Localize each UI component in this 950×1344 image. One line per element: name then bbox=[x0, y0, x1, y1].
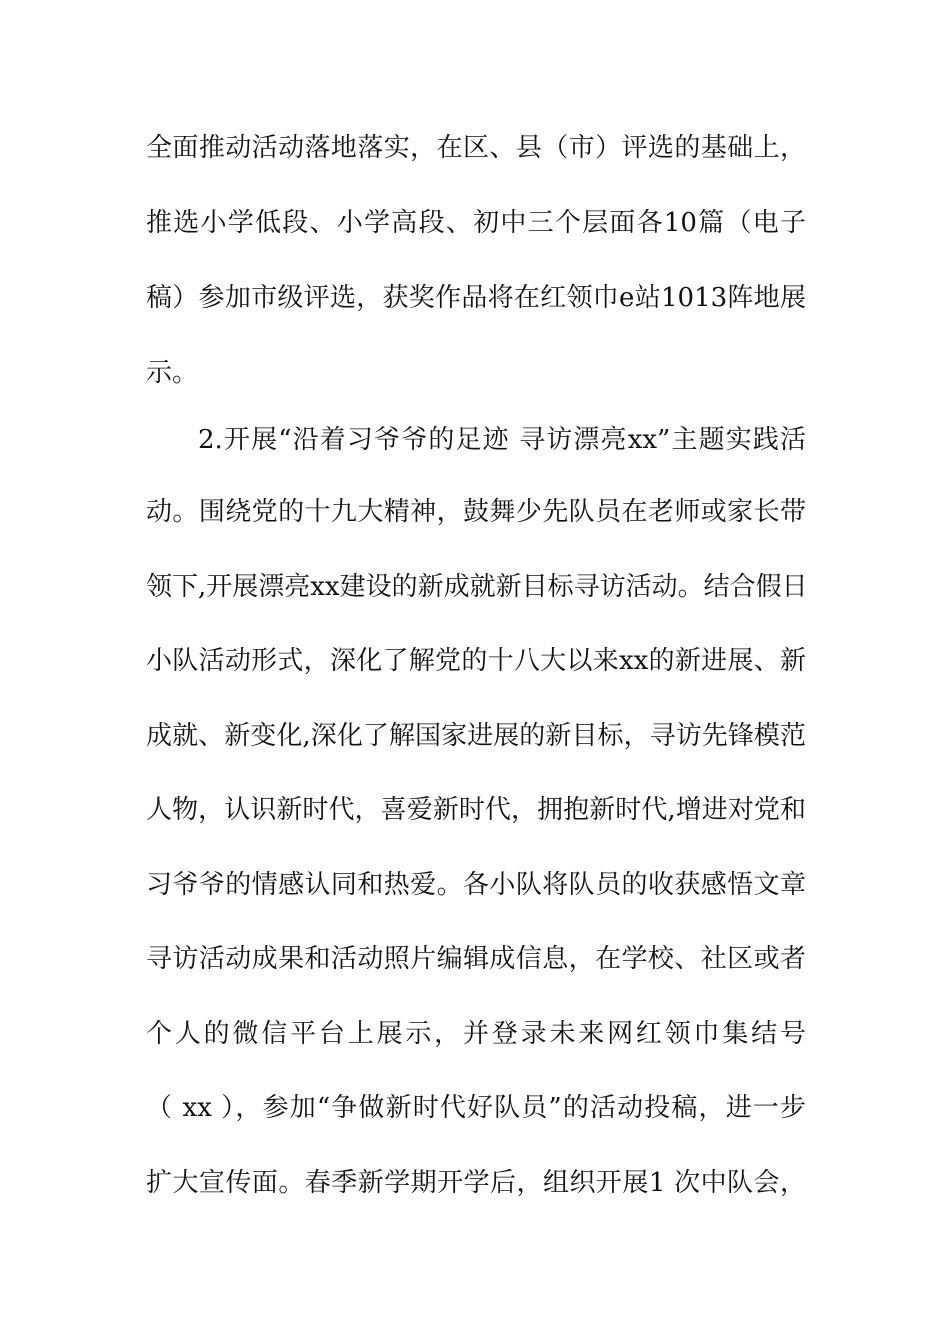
text-line-5: 2.开展“沿着习爷爷的足迹 寻访漂亮xx”主题实践活 bbox=[198, 425, 806, 455]
text-line-12: 寻访活动成果和活动照片编辑成信息，在学校、社区或者 bbox=[146, 944, 806, 974]
text-line-15: 扩大宣传面。春季新学期开学后，组织开展1 次中队会， bbox=[146, 1168, 806, 1198]
text-line-2: 推选小学低段、小学高段、初中三个层面各10篇（电子 bbox=[146, 208, 806, 238]
text-line-11: 习爷爷的情感认同和热爱。各小队将队员的收获感悟文章 bbox=[146, 870, 806, 900]
text-line-4: 示。 bbox=[146, 358, 199, 388]
text-line-14: （ xx ），参加“争做新时代好队员”的活动投稿，进一步 bbox=[146, 1093, 806, 1123]
text-line-9: 成就、新变化,深化了解国家进展的新目标，寻访先锋模范 bbox=[146, 721, 806, 751]
text-line-1: 全面推动活动落地落实，在区、县（市）评选的基础上， bbox=[146, 133, 806, 163]
text-line-8: 小队活动形式，深化了解党的十八大以来xx的新进展、新 bbox=[146, 646, 806, 676]
text-line-7: 领下,开展漂亮xx建设的新成就新目标寻访活动。结合假日 bbox=[146, 572, 808, 602]
text-line-10: 人物，认识新时代，喜爱新时代，拥抱新时代,增进对党和 bbox=[146, 795, 806, 825]
text-line-3: 稿）参加市级评选，获奖作品将在红领巾e站1013阵地展 bbox=[146, 283, 806, 313]
text-line-13: 个人的微信平台上展示，并登录未来网红领巾集结号 bbox=[146, 1019, 806, 1049]
text-line-6: 动。围绕党的十九大精神，鼓舞少先队员在老师或家长带 bbox=[146, 497, 806, 527]
